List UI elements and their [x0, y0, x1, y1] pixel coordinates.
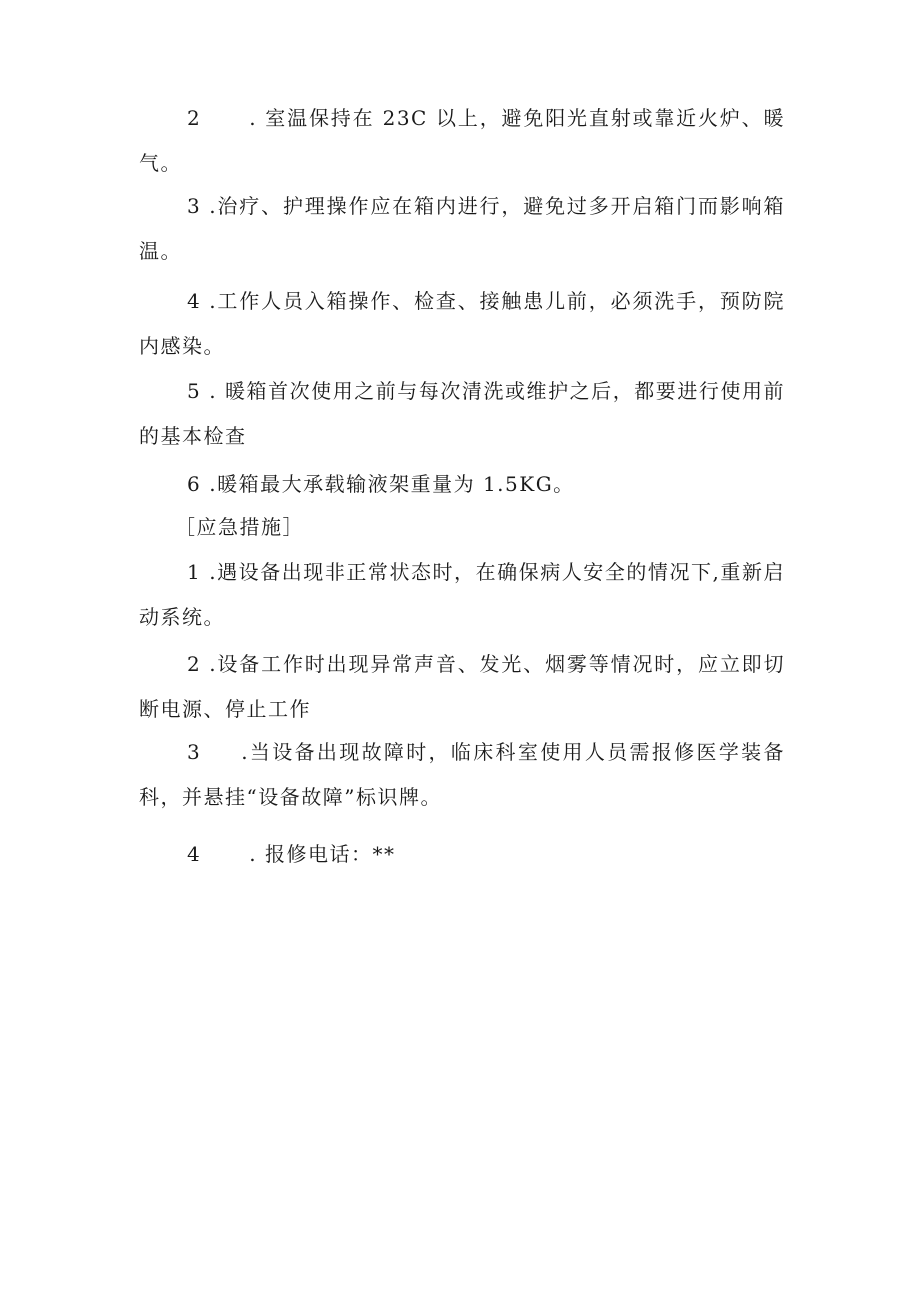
item-number: 2	[187, 652, 202, 676]
paragraph-max-load	[139, 462, 785, 507]
item-text: .暖箱最大承载输液架重量为 1.5KG。	[209, 472, 575, 496]
item-text: .工作人员入箱操作、检查、接触患儿前，必须洗手，预防院内感染。	[139, 289, 785, 358]
item-text: .遇设备出现非正常状态时，在确保病人安全的情况下,重新启动系统。	[139, 560, 785, 629]
item-text: .设备工作时出现异常声音、发光、烟雾等情况时，应立即切断电源、停止工作	[139, 652, 785, 721]
item-number: 4	[187, 842, 202, 866]
paragraph-report-fault	[139, 730, 785, 820]
paragraph-operation-inside	[139, 184, 785, 274]
item-number: 4	[187, 289, 202, 313]
section-heading-emergency: ［应急措施］	[175, 515, 304, 539]
item-number: 1	[187, 560, 202, 584]
item-text: . 报修电话：**	[249, 842, 396, 866]
item-text: . 室温保持在 23C 以上，避免阳光直射或靠近火炉、暖气。	[139, 106, 785, 175]
paragraph-room-temperature	[139, 96, 785, 186]
item-number: 5	[187, 379, 202, 403]
item-text: .当设备出现故障时，临床科室使用人员需报修医学装备科，并悬挂“设备故障”标识牌。	[139, 740, 785, 809]
item-text: .治疗、护理操作应在箱内进行，避免过多开启箱门而影响箱温。	[139, 194, 785, 263]
item-number: 3	[187, 740, 202, 764]
paragraph-hand-washing	[139, 279, 785, 369]
paragraph-basic-check	[139, 369, 785, 459]
item-number: 3	[187, 194, 202, 218]
item-number: 6	[187, 472, 202, 496]
paragraph-restart-system	[139, 550, 785, 640]
paragraph-repair-phone	[139, 832, 785, 877]
item-number: 2	[187, 106, 202, 130]
item-text: . 暖箱首次使用之前与每次清洗或维护之后，都要进行使用前的基本检查	[139, 379, 785, 448]
paragraph-cut-power	[139, 642, 785, 732]
